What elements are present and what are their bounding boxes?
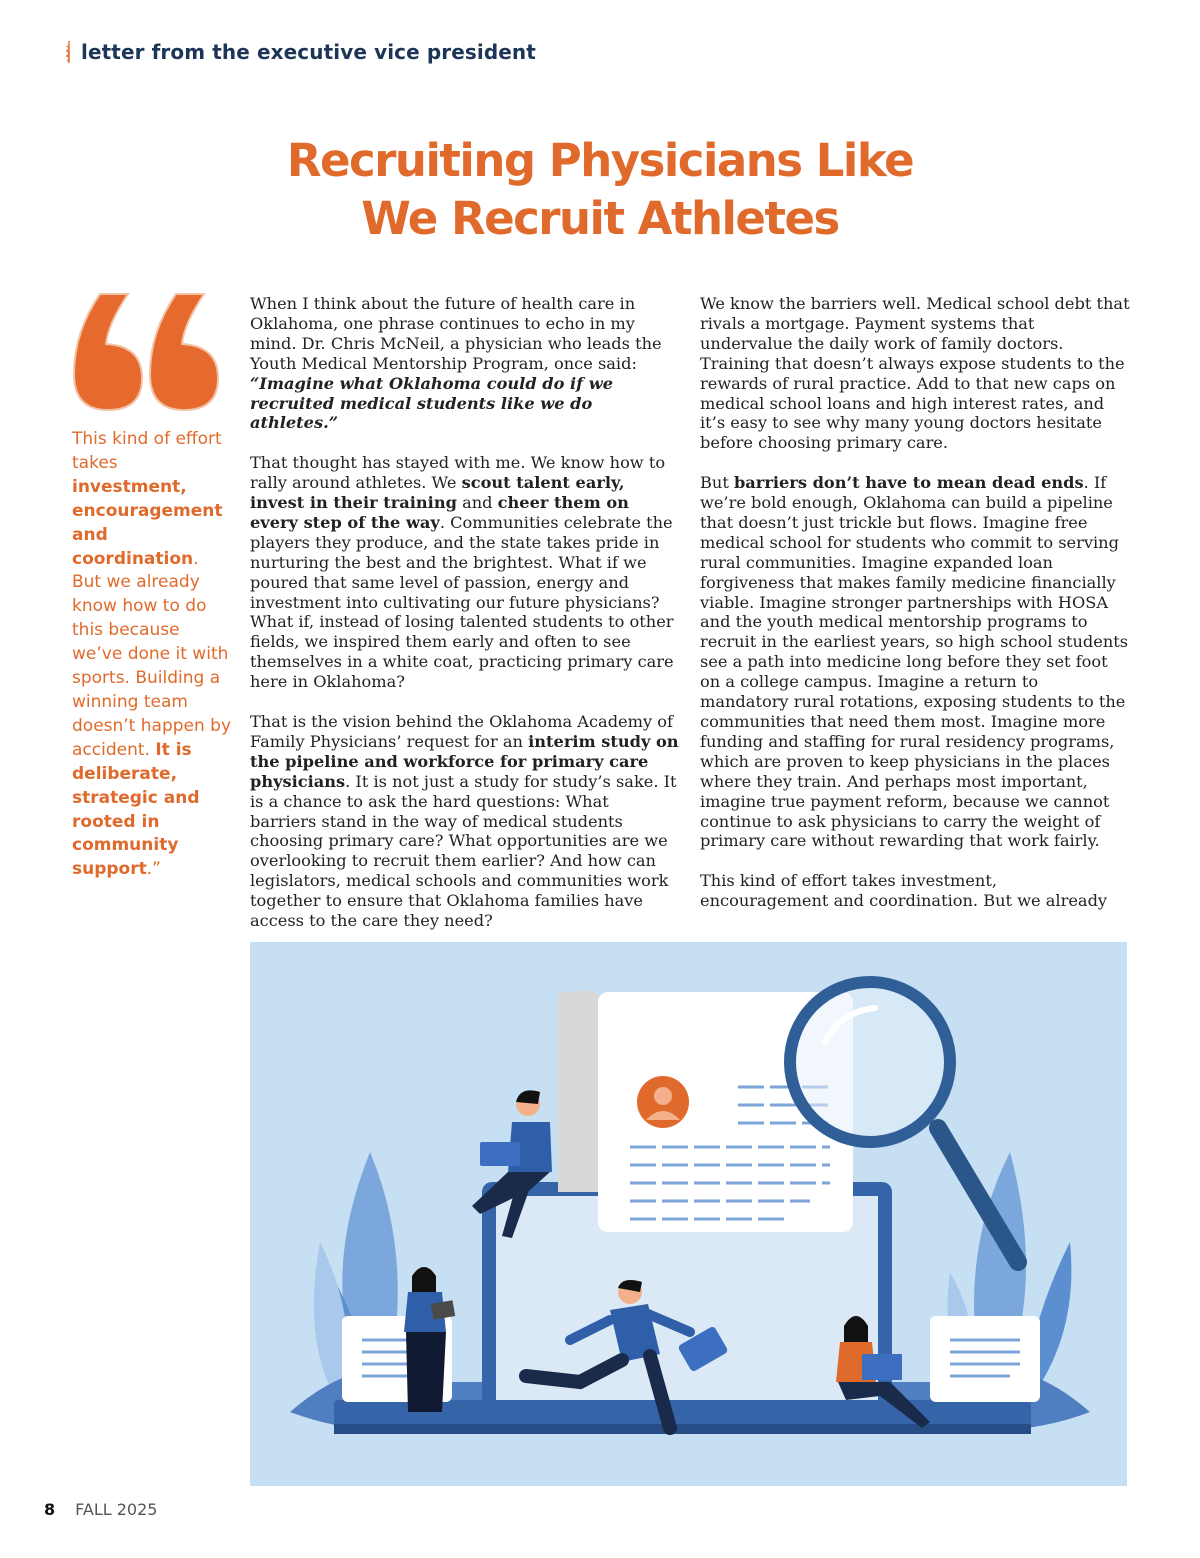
paragraph-2 bbox=[250, 453, 680, 692]
paragraph-5-bold: barriers don’t have to mean dead ends bbox=[733, 473, 1084, 493]
caduceus-icon bbox=[66, 41, 72, 63]
paragraph-1-text: When I think about the future of health care in Oklahoma, one phrase continues to echo in my mind. Dr. Chris McNeil, a physician who leads the Youth Medical Mentorship Program, once said: bbox=[250, 294, 662, 373]
body-column-right bbox=[700, 294, 1130, 931]
page-footer bbox=[44, 1500, 157, 1519]
pull-quote-bold-1: investment, encouragement and coordination bbox=[72, 476, 223, 569]
paragraph-2-bold-1: scout talent early, invest in their training bbox=[250, 473, 625, 513]
paper-stack-right bbox=[930, 1316, 1040, 1402]
paragraph-4: We know the barriers well. Medical school debt that rivals a mortgage. Payment systems that undervalue the daily work of family doctors. Training that doesn’t always expose students to the rewards of rural practice. Add to that new caps on medical school loans and high interest rates, and it’s easy to see why many young doctors hesitate before choosing primary care. bbox=[700, 294, 1130, 453]
section-header bbox=[66, 40, 536, 64]
paragraph-1 bbox=[250, 294, 680, 433]
recruitment-illustration bbox=[250, 942, 1127, 1486]
paragraph-2-text-c: and bbox=[456, 493, 498, 513]
pull-quote bbox=[72, 428, 232, 882]
quote-mark-icon bbox=[66, 292, 231, 412]
paragraph-2-text-a: That thought has stayed with me. We know how to rally around athletes. We bbox=[250, 453, 666, 493]
article-title bbox=[0, 132, 1200, 248]
paragraph-3 bbox=[250, 712, 680, 931]
pull-quote-text-3: .” bbox=[146, 859, 161, 880]
paragraph-5-text-a: But bbox=[700, 473, 734, 493]
illustration-artwork bbox=[250, 942, 1127, 1486]
paragraph-3-text-c: . It is not just a study for study’s sake. It is a chance to ask the hard questions: What barriers stand in the way of medical students choosing primary care? What opportunities are we overlooking to recruit them earlier? And how can legislators, medical schools and communities work together to ensure that Oklahoma families have access to the care they need? bbox=[250, 771, 677, 931]
body-column-left bbox=[250, 294, 680, 951]
paragraph-3-text-a: That is the vision behind the Oklahoma Academy of Family Physicians’ request for an bbox=[250, 712, 674, 751]
section-label: letter from the executive vice president bbox=[81, 40, 536, 64]
paragraph-2-text-d: . Communities celebrate the players they produce, and the state takes pride in nurturing the best and the brightest. What if we poured that same level of passion, energy and investment into cultivating our future physicians? What if, instead of losing talented students to other fields, we inspired them early and often to see themselves in a white coat, practicing primary care here in Oklahoma? bbox=[250, 512, 674, 692]
paragraph-6: This kind of effort takes investment, encouragement and coordination. But we already bbox=[700, 871, 1108, 911]
title-line-1: Recruiting Physicians Like bbox=[286, 134, 914, 187]
issue-label: FALL 2025 bbox=[75, 1500, 158, 1519]
mcneil-quote: “Imagine what Oklahoma could do if we recruited medical students like we do athletes.” bbox=[250, 373, 614, 433]
paragraph-5 bbox=[700, 473, 1130, 851]
paragraph-5-text-c: . If we’re bold enough, Oklahoma can build a pipeline that doesn’t just trickle but flows. Imagine free medical school for students who commit to serving rural communities. Imagine expanded loan forgiveness that makes family medicine financially viable. Imagine stronger partnerships with HOSA and the youth medical mentorship programs to recruit in the earliest years, so high school students see a path into medicine long before they set foot on a college campus. Imagine a return to mandatory rural rotations, exposing students to the communities that need them most. Imagine more funding and staffing for rural residency programs, which are proven to keep physicians in the places where they train. And perhaps most important, imagine true payment reform, because we cannot continue to ask physicians to carry the weight of primary care without rewarding that work fairly. bbox=[700, 473, 1129, 851]
paragraph-2-bold-2: cheer them on every step of the way bbox=[250, 493, 629, 532]
pull-quote-text-2: . But we already know how to do this because we’ve done it with sports. Building a winning team doesn’t happen by accident. bbox=[72, 548, 232, 760]
paragraph-3-bold: interim study on the pipeline and workforce for primary care physicians bbox=[250, 731, 679, 791]
pull-quote-text-1: This kind of effort takes bbox=[72, 429, 222, 473]
page-number: 8 bbox=[44, 1500, 56, 1519]
title-line-2: We Recruit Athletes bbox=[361, 192, 839, 245]
pull-quote-bold-2: It is deliberate, strategic and rooted in community support bbox=[72, 739, 200, 880]
